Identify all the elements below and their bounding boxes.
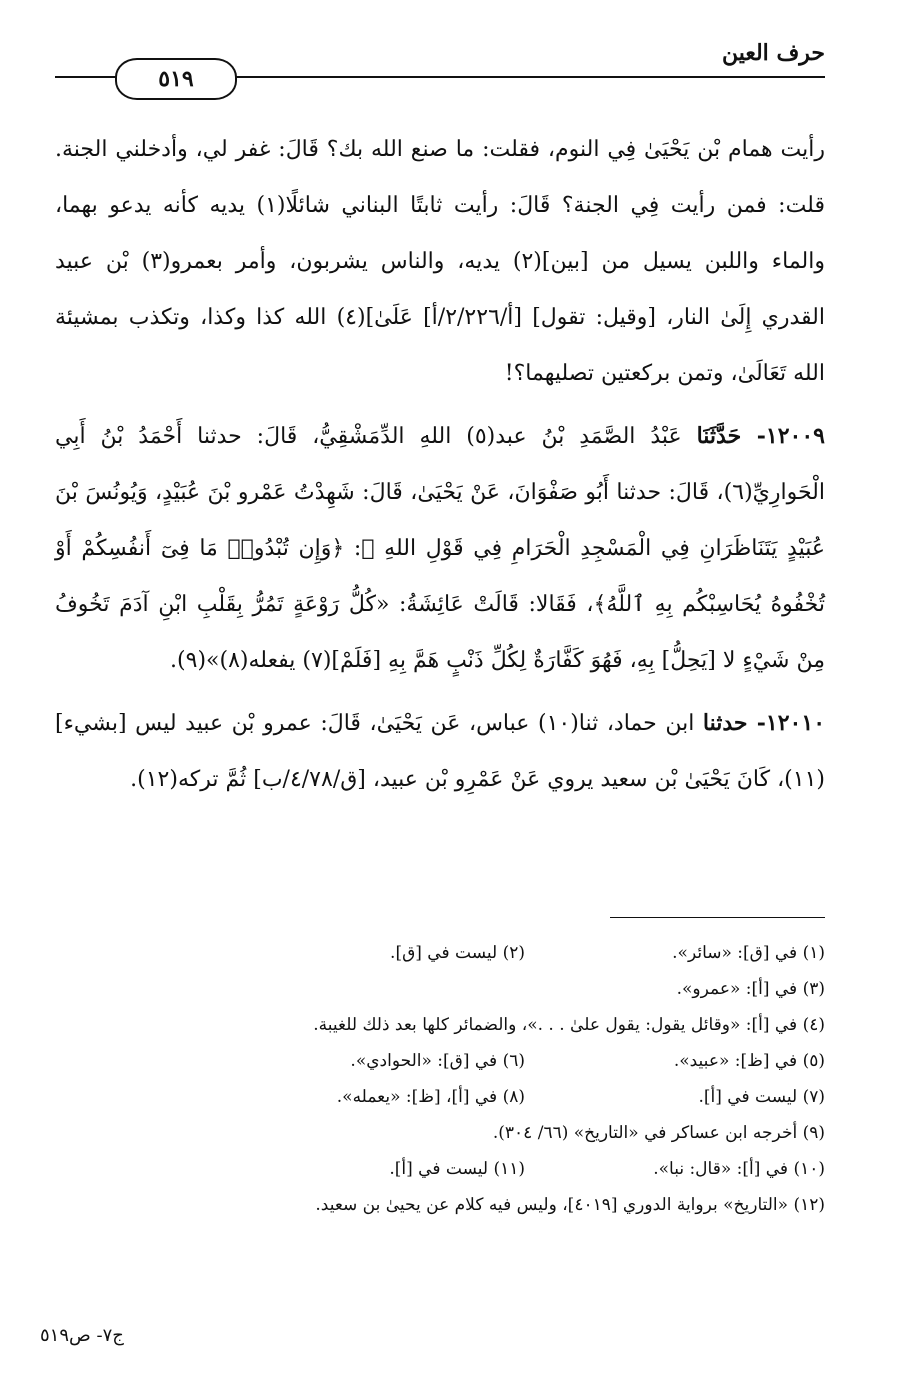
hadith-12010 xyxy=(55,695,825,808)
footnote-separator xyxy=(610,917,825,918)
main-text xyxy=(55,122,825,808)
footnote-row xyxy=(160,1079,825,1115)
footnote-10: (١٠) في [أ]: «قال: نبا». xyxy=(653,1159,825,1179)
footnote-9: (٩) أخرجه ابن عساكر في «التاريخ» (٦٦/ ٣٠٤). xyxy=(492,1123,825,1143)
chapter-title: حرف العين xyxy=(721,40,825,66)
hadith-text: عَبْدُ الصَّمَدِ بْنُ عبد(٥) اللهِ الدِّمَشْقِيُّ، قَالَ: حدثنا أَحْمَدُ بْنُ أَبِي الْحَوارِيِّ(٦)، قَالَ: حدثنا أَبُو صَفْوَانَ، عَنْ يَحْيَىٰ، قَالَ: شَهِدْتُ عَمْرو بْنَ عُبَيْدٍ، وَيُونُسَ بْنَ عُبَيْدٍ يَتَنَاظَرَانِ فِي الْمَسْجِدِ الْحَرَامِ فِي قَوْلِ اللهِ ﷻ: ﴿وَإِن تُبْدُوا۟ مَا فِىٓ أَنفُسِكُمْ أَوْ تُخْفُوهُ يُحَاسِبْكُم بِهِ ٱللَّهُ﴾، فَقَالا: قَالَتْ عَائِشَةُ: «كُلُّ رَوْعَةٍ تَمُرُّ بِقَلْبِ ابْنِ آدَمَ تَخُوفُ مِنْ شَيْءٍ لا [يَحِلُّ] بِهِ، فَهُوَ كَفَّارَةٌ لِكُلِّ ذَنْبٍ هَمَّ بِهِ [فَلَمْ](٧) يفعله(٨)»(٩). xyxy=(55,424,825,673)
footnote-4: (٤) في [أ]: «وقائل يقول: يقول علىٰ . . .»، والضمائر كلها بعد ذلك للغيبة. xyxy=(313,1015,825,1035)
hadith-text: ابن حماد، ثنا(١٠) عباس، عَن يَحْيَىٰ، قَالَ: عمرو بْن عبيد ليس [بشيء](١١)، كَانَ يَحْيَىٰ بْن سعيد يروي عَنْ عَمْرِو بْن عبيد، [ق/٤/٧٨/ب] ثُمَّ تركه(١٢). xyxy=(55,711,825,792)
footnote-6: (٦) في [ق]: «الحوادي». xyxy=(350,1051,525,1071)
page-number-badge: ٥١٩ xyxy=(115,58,237,100)
footnote-row xyxy=(160,935,825,971)
page-header xyxy=(55,28,825,108)
footnote-7: (٧) ليست في [أ]. xyxy=(698,1087,825,1107)
footnote-2: (٢) ليست في [ق]. xyxy=(390,943,525,963)
haddathana-label: - حَدَّثَنَا xyxy=(696,423,766,449)
hadith-number: ١٢٠٠٩ xyxy=(765,423,825,449)
footnote-3: (٣) في [أ]: «عمرو». xyxy=(676,979,825,999)
volume-page-footer: ج٧- ص٥١٩ xyxy=(40,1325,124,1346)
footnote-row xyxy=(160,1043,825,1079)
paragraph-dream-narration: رأيت همام بْن يَحْيَىٰ فِي النوم، فقلت: ما صنع الله بك؟ قَالَ: غفر لي، وأدخلني الجنة. قلت: فمن رأيت فِي الجنة؟ قَالَ: رأيت ثابتًا البناني شائلًا(١) يديه كأنه يدعو بهما، والماء واللبن يسيل من [بين](٢) يديه، والناس يشربون، وأمر بعمرو(٣) بْن عبيد القدري إِلَىٰ النار، [وقيل: تقول] [أ/٢/٢٢٦/أ] عَلَىٰ](٤) الله كذا وكذا، وتكذب بمشيئة الله تَعَالَىٰ، وتمن بركعتين تصليهما؟! xyxy=(55,137,826,386)
footnote-1: (١) في [ق]: «سائر». xyxy=(672,943,825,963)
footnote-5: (٥) في [ظ]: «عبيد». xyxy=(673,1051,825,1071)
hadith-12009 xyxy=(55,408,825,689)
footnotes xyxy=(160,935,825,1223)
haddathana-label: - حدثنا xyxy=(702,710,766,736)
footnote-11: (١١) ليست في [أ]. xyxy=(389,1159,525,1179)
footnote-12: (١٢) «التاريخ» برواية الدوري [٤٠١٩]، وليس فيه كلام عن يحيىٰ بن سعيد. xyxy=(315,1195,825,1215)
hadith-number: ١٢٠١٠ xyxy=(765,710,826,736)
footnote-row xyxy=(160,1151,825,1187)
footnote-8: (٨) في [أ]، [ظ]: «يعمله». xyxy=(336,1087,525,1107)
